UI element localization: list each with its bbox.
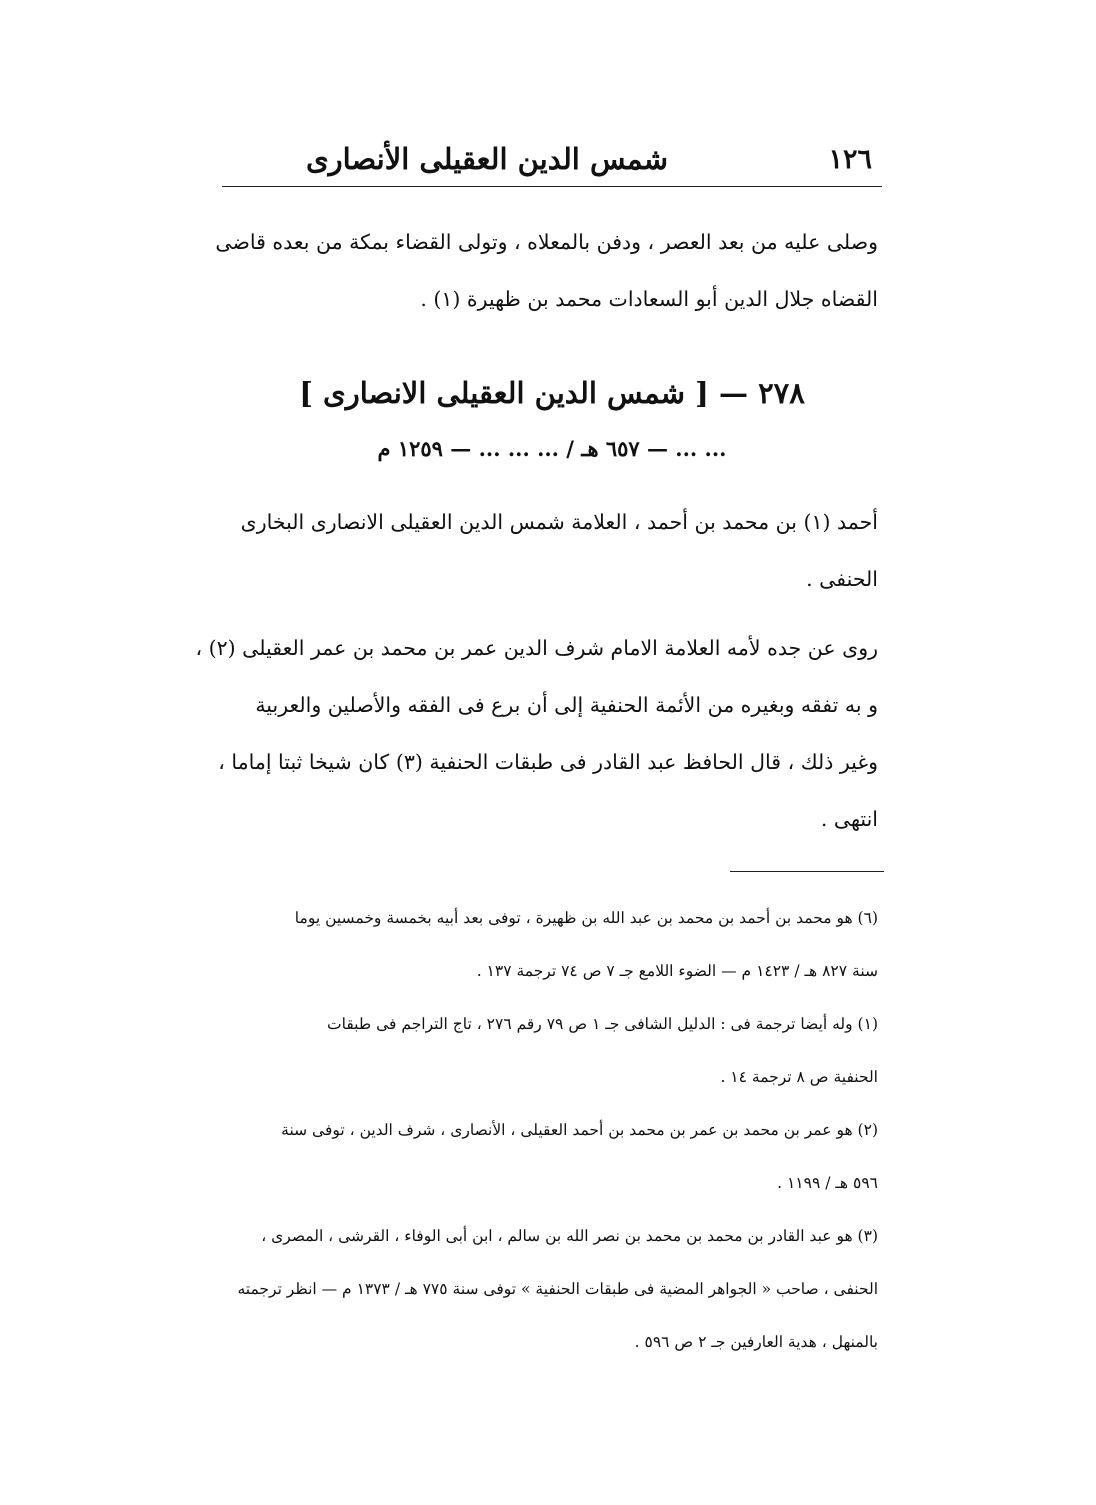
footnote-line: الحنفية ص ٨ ترجمة ١٤ . (720, 1068, 878, 1086)
page-header (222, 138, 880, 184)
header-rule (222, 186, 882, 187)
text-line: أحمد (١) بن محمد بن أحمد ، العلامة شمس الدين العقيلى الانصارى البخارى (240, 510, 878, 534)
footnote-line: (٢) هو عمر بن محمد بن عمر بن محمد بن أحمد العقيلى ، الأنصارى ، شرف الدين ، توفى سنة (281, 1121, 878, 1139)
entry-dates: ... ... — ٦٥٧ هـ / ... ... ... — ١٢٥٩ م (377, 436, 727, 461)
footnote-line: (٦) هو محمد بن أحمد بن محمد بن عبد الله بن ظهيرة ، توفى بعد أبيه بخمسة وخمسين يوما (294, 909, 878, 927)
footnotes (226, 892, 878, 1369)
footnote-line: (٣) هو عبد القادر بن محمد بن محمد بن نصر الله بن سالم ، ابن أبى الوفاء ، القرشى ، المصرى ، (261, 1227, 878, 1245)
top-paragraph (215, 214, 878, 328)
footnote-line: بالمنهل ، هدية العارفين جـ ٢ ص ٥٩٦ . (634, 1333, 878, 1351)
footnote-line: ٥٩٦ هـ / ١١٩٩ . (777, 1174, 878, 1192)
text-line: روى عن جده لأمه العلامة الامام شرف الدين عمر بن محمد بن عمر العقيلى (٢) ، (195, 636, 878, 660)
text-line: الحنفى . (806, 567, 878, 591)
text-line: و به تفقه وبغيره من الأئمة الحنفية إلى أن برع فى الفقه والأصلين والعربية (255, 693, 878, 717)
footnote-line: سنة ٨٢٧ هـ / ١٤٢٣ م — الضوء اللامع جـ ٧ ص ٧٤ ترجمة ١٣٧ . (476, 962, 878, 980)
text-line: وصلى عليه من بعد العصر ، ودفن بالمعلاه ، وتولى القضاء بمكة من بعده قاضى (215, 230, 878, 254)
footnote-line: (١) وله أيضا ترجمة فى : الدليل الشافى جـ ١ ص ٧٩ رقم ٢٧٦ ، تاج التراجم فى طبقات (327, 1015, 878, 1033)
paragraph-2 (195, 620, 878, 848)
text-line: القضاه جلال الدين أبو السعادات محمد بن ظهيرة (١) . (420, 287, 878, 311)
paragraph-1 (226, 494, 878, 608)
page-number: ١٢٦ (828, 144, 872, 175)
running-title: شمس الدين العقيلى الأنصارى (305, 142, 668, 176)
footnote-rule (730, 871, 884, 872)
text-line: وغير ذلك ، قال الحافظ عبد القادر فى طبقات الحنفية (٣) كان شيخا ثبتا إماما ، (218, 750, 878, 774)
text-line: انتهى . (820, 807, 878, 831)
entry-title: ٢٧٨ — [ شمس الدين العقيلى الانصارى ] (299, 376, 805, 410)
footnote-line: الحنفى ، صاحب « الجواهر المضية فى طبقات الحنفية » توفى سنة ٧٧٥ هـ / ١٣٧٣ م — انظر ترجمته (237, 1280, 878, 1298)
